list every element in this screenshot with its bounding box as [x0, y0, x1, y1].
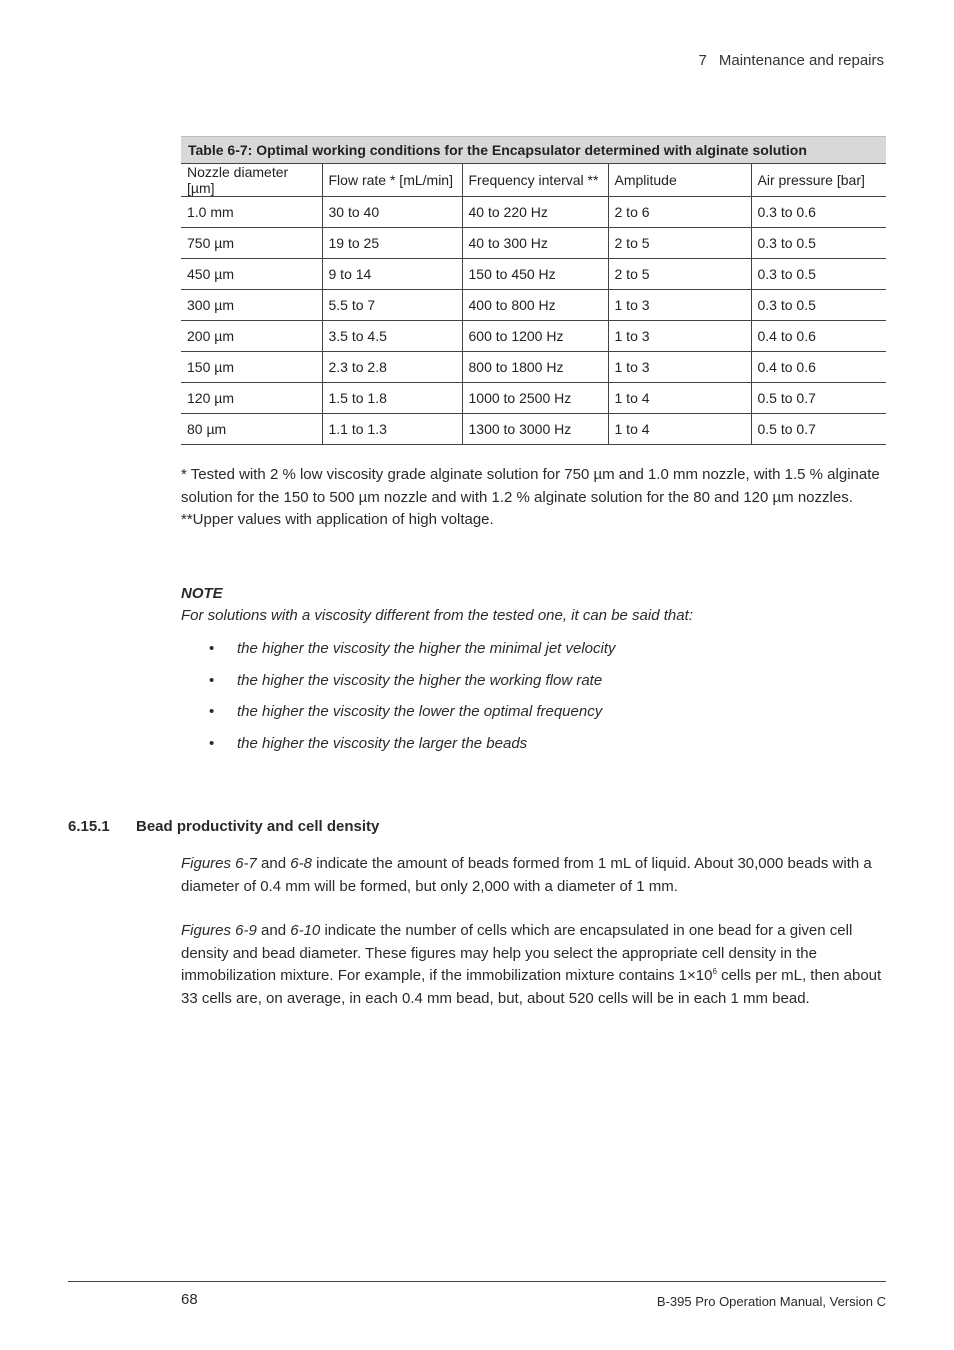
note-title: NOTE [181, 585, 223, 602]
paragraph-bead-productivity: Figures 6-7 and 6-8 indicate the amount of beads formed from 1 mL of liquid. About 30,000 beads with a diameter of 0.4 mm will be formed, but only 2,000 with a diameter of 1 mm. [181, 855, 872, 895]
bullet-icon: • [209, 703, 215, 720]
table-cell: 80 µm [181, 414, 322, 445]
footnote-star: * Tested with 2 % low viscosity grade alginate solution for 750 µm and 1.0 mm nozzle, with 1.5 % alginate solution for the 150 to 500 µm nozzle and with 1.2 % alginate solution for the 80 and 120 µm nozzles. [181, 466, 880, 506]
column-header: Flow rate * [mL/min] [322, 164, 462, 197]
column-header: Amplitude [608, 164, 751, 197]
table-row [181, 259, 886, 290]
table-row [181, 290, 886, 321]
working-conditions-table [181, 136, 886, 445]
bullet-icon: • [209, 640, 215, 657]
table-row [181, 383, 886, 414]
table-cell: 2 to 5 [608, 228, 751, 259]
table-cell: 300 µm [181, 290, 322, 321]
note-bullet-list [181, 637, 616, 763]
table-cell: 0.5 to 0.7 [751, 383, 886, 414]
table-cell: 5.5 to 7 [322, 290, 462, 321]
table-cell: 0.5 to 0.7 [751, 414, 886, 445]
column-header: Air pressure [bar] [751, 164, 886, 197]
section-title: Bead productivity and cell density [136, 818, 380, 835]
table-cell: 9 to 14 [322, 259, 462, 290]
section-heading [68, 818, 379, 835]
list-item [181, 700, 616, 732]
section-number: 6.15.1 [68, 818, 110, 835]
page-number: 68 [181, 1291, 198, 1308]
table-cell: 3.5 to 4.5 [322, 321, 462, 352]
footer-divider [68, 1281, 886, 1282]
figure-reference: Figures 6-7 [181, 855, 257, 872]
bullet-text: the higher the viscosity the lower the optimal frequency [237, 703, 603, 720]
table-cell: 0.3 to 0.5 [751, 228, 886, 259]
figure-reference: 6-10 [290, 922, 321, 939]
note-intro: For solutions with a viscosity different from the tested one, it can be said that: [181, 607, 693, 624]
manual-title: B-395 Pro Operation Manual, Version C [656, 1294, 886, 1309]
table-cell: 0.4 to 0.6 [751, 352, 886, 383]
chapter-title: Maintenance and repairs [718, 52, 884, 69]
table-cell: 450 µm [181, 259, 322, 290]
table-cell: 19 to 25 [322, 228, 462, 259]
table-cell: 800 to 1800 Hz [462, 352, 608, 383]
list-item [181, 732, 616, 764]
table-cell: 600 to 1200 Hz [462, 321, 608, 352]
table-cell: 40 to 300 Hz [462, 228, 608, 259]
table-cell: 400 to 800 Hz [462, 290, 608, 321]
table-body [181, 197, 886, 445]
table-cell: 1 to 3 [608, 352, 751, 383]
footnote-double-star: **Upper values with application of high voltage. [181, 511, 494, 528]
table-cell: 1 to 4 [608, 414, 751, 445]
table-header-row [181, 164, 886, 197]
figure-reference: 6-8 [290, 855, 312, 872]
table-cell: 2.3 to 2.8 [322, 352, 462, 383]
table-cell: 150 µm [181, 352, 322, 383]
table-row [181, 352, 886, 383]
table-cell: 1 to 4 [608, 383, 751, 414]
table-cell: 150 to 450 Hz [462, 259, 608, 290]
bullet-icon: • [209, 734, 215, 752]
table-cell: 2 to 5 [608, 259, 751, 290]
table-cell: 0.4 to 0.6 [751, 321, 886, 352]
bullet-icon: • [209, 671, 215, 689]
table-cell: 0.3 to 0.5 [751, 290, 886, 321]
bullet-text: the higher the viscosity the higher the minimal jet velocity [237, 640, 616, 657]
exponent: 6 [712, 967, 717, 976]
running-header [699, 52, 884, 69]
table-row [181, 228, 886, 259]
table-cell: 120 µm [181, 383, 322, 414]
figure-reference: Figures 6-9 [181, 922, 257, 939]
table-cell: 1.5 to 1.8 [322, 383, 462, 414]
table-cell: 1300 to 3000 Hz [462, 414, 608, 445]
table-cell: 1000 to 2500 Hz [462, 383, 608, 414]
table-cell: 1 to 3 [608, 321, 751, 352]
bullet-text: the higher the viscosity the higher the working flow rate [237, 671, 603, 689]
table-cell: 40 to 220 Hz [462, 197, 608, 228]
table-cell: 1.1 to 1.3 [322, 414, 462, 445]
chapter-number: 7 [698, 52, 707, 69]
bullet-text: the higher the viscosity the larger the beads [237, 734, 528, 752]
table-cell: 1 to 3 [608, 290, 751, 321]
table-cell: 200 µm [181, 321, 322, 352]
list-item [181, 637, 616, 669]
table-cell: 2 to 6 [608, 197, 751, 228]
paragraph-cell-density: Figures 6-9 and 6-10 indicate the number of cells which are encapsulated in one bead for a given cell density and bead diameter. These figures may help you select the appropriate cell density in the immobilization mixture. For example, if the immobilization mixture contains $1\times 10^6$ cells per mL, then about 33 cells are, on average, in each 0.4 mm bead, but, about 520 cells will be in each 1 mm bead. [181, 922, 882, 1007]
list-item [181, 669, 616, 701]
table-row [181, 197, 886, 228]
table-row [181, 321, 886, 352]
column-header: Nozzle diameter [µm] [181, 164, 322, 197]
table-cell: 0.3 to 0.6 [751, 197, 886, 228]
table-footnotes [181, 464, 886, 532]
table-cell: 1.0 mm [181, 197, 322, 228]
table-cell: 0.3 to 0.5 [751, 259, 886, 290]
table-row [181, 414, 886, 445]
table-cell: 750 µm [181, 228, 322, 259]
table-caption: Table 6-7: Optimal working conditions for the Encapsulator determined with alginate solution [181, 137, 886, 164]
column-header: Frequency interval ** [462, 164, 608, 197]
table-cell: 30 to 40 [322, 197, 462, 228]
